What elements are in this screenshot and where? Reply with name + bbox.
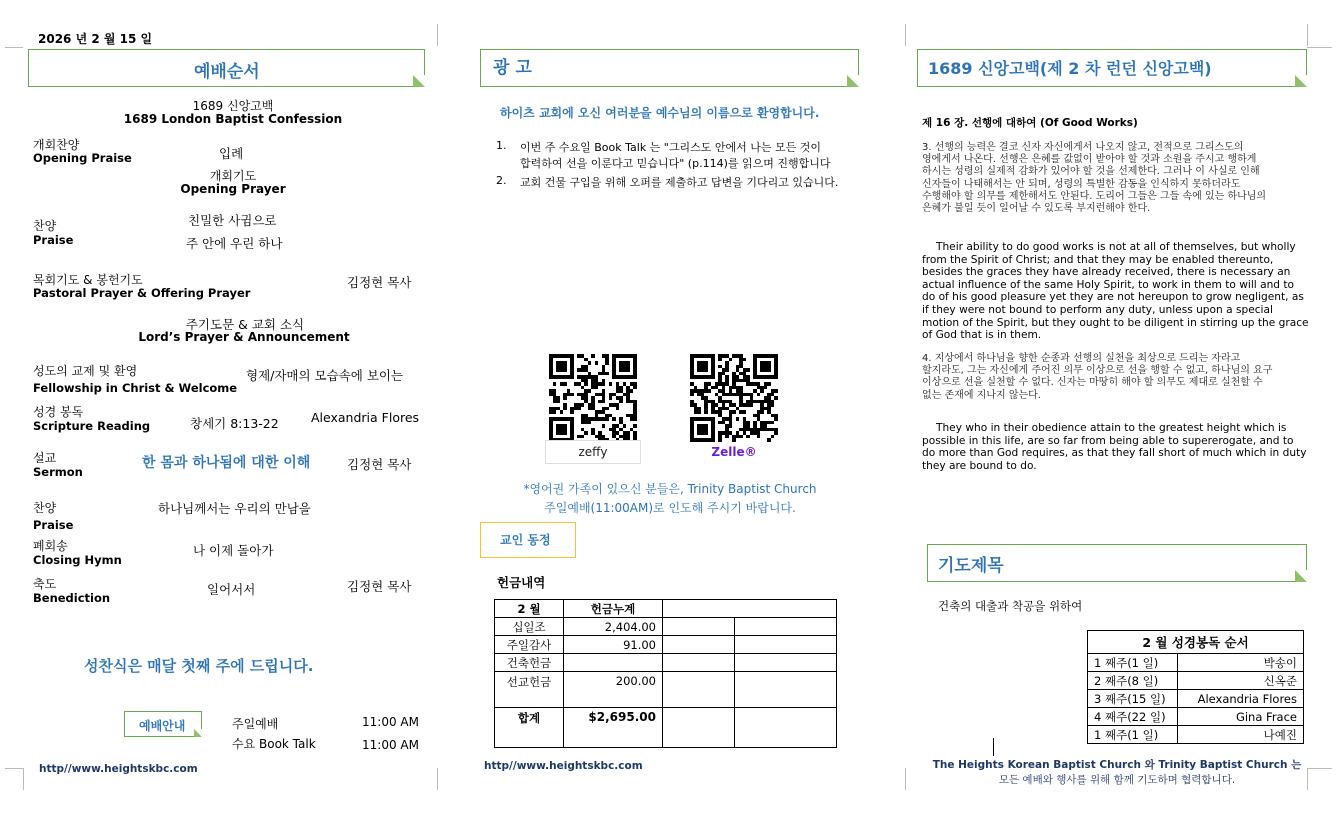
announcement-text: 이번 주 수요일 Book Talk 는 "그리스도 안에서 나는 모든 것이 bbox=[520, 141, 821, 154]
confession-en: 1689 London Baptist Confession bbox=[123, 112, 343, 126]
confession-line: if they were not bound to perform any duty, unless upon a special bbox=[922, 303, 1273, 316]
order-leader: 김정현 목사 bbox=[347, 275, 412, 290]
reading-name: Gina Frace bbox=[1178, 708, 1304, 726]
confession-line: besides the graces they have already received, there is necessary an bbox=[922, 266, 1291, 279]
reading-name: Alexandria Flores bbox=[1178, 690, 1304, 708]
offering-label: 건축헌금 bbox=[495, 654, 564, 672]
order-label-en: Closing Hymn bbox=[33, 553, 122, 567]
order-label-en: Sermon bbox=[33, 465, 83, 479]
order-content-en: Lord’s Prayer & Announcement bbox=[138, 330, 350, 344]
confession-line: 영에게서 나온다. 선행은 은혜를 값없이 받아야 할 것과 소원을 주시고 행하게 bbox=[922, 154, 1257, 166]
confession-line: of God that is in them. bbox=[922, 329, 1042, 342]
worship-info-name: 수요 Book Talk bbox=[232, 737, 316, 751]
chapter-heading: 제 16 장. 선행에 대하여 (Of Good Works) bbox=[922, 117, 1138, 129]
confession-line: do more than God requires, as that they fall short of much which in duty bbox=[922, 447, 1307, 460]
communion-notice: 성찬식은 매달 첫째 주에 드립니다. bbox=[84, 657, 314, 675]
reading-name: 신옥준 bbox=[1178, 672, 1304, 690]
offering-value bbox=[564, 654, 663, 672]
order-label-ko: 찬양 bbox=[33, 501, 57, 515]
order-content: 주 안에 우린 하나 bbox=[186, 236, 283, 251]
reading-week: 4 째주(22 일) bbox=[1088, 708, 1178, 726]
order-label-ko: 목회기도 & 봉헌기도 bbox=[33, 273, 143, 287]
offering-total-label: 합계 bbox=[495, 708, 564, 748]
offering-header: 2 월 bbox=[495, 600, 564, 618]
worship-order-title: 예배순서 bbox=[194, 62, 260, 82]
offering-total-value: $2,695.00 bbox=[564, 708, 663, 748]
paragraph-4-english bbox=[922, 422, 1307, 472]
order-label-en: Scripture Reading bbox=[33, 419, 151, 433]
announcement-number: 1. bbox=[496, 139, 507, 152]
zelle-label: Zelle® bbox=[711, 445, 757, 459]
confession-line: 은혜가 불일 듯이 일어날 수 있도록 부지런해야 한다. bbox=[922, 203, 1151, 215]
order-label-ko: 개회찬양 bbox=[33, 138, 80, 152]
reading-schedule-title: 2 월 성경봉독 순서 bbox=[1088, 631, 1304, 654]
order-content: 형제/자매의 모습속에 보이는 bbox=[246, 368, 404, 383]
offering-label: 선교헌금 bbox=[495, 672, 564, 708]
reading-schedule-table bbox=[1087, 630, 1304, 744]
confession-ko: 1689 신앙고백 bbox=[192, 99, 274, 113]
offering-header: 헌금누계 bbox=[564, 600, 663, 618]
english-family-note: *영어권 가족이 있으신 분들은, Trinity Baptist Church bbox=[523, 482, 817, 496]
member-news-label: 교인 동정 bbox=[500, 533, 551, 547]
announcement-title: 광 고 bbox=[493, 58, 532, 78]
offering-label: 주일감사 bbox=[495, 636, 564, 654]
paragraph-3-english bbox=[922, 241, 1309, 342]
offering-title: 헌금내역 bbox=[497, 575, 546, 590]
order-content: 친밀한 사귐으로 bbox=[188, 213, 277, 228]
order-label-ko: 성경 봉독 bbox=[33, 405, 84, 419]
order-content: 나 이제 돌아가 bbox=[193, 543, 274, 558]
confession-line: Their ability to do good works is not at all of themselves, but wholly bbox=[936, 241, 1296, 253]
order-content: 창세기 8:13-22 bbox=[190, 416, 279, 431]
confession-line: actual influence of the same Holy Spirit, to work in them to will and to bbox=[922, 278, 1295, 291]
confession-line: They who in their obedience attain to the greatest height which is bbox=[936, 422, 1287, 434]
order-label-ko: 설교 bbox=[33, 451, 57, 465]
order-leader: 김정현 목사 bbox=[347, 579, 412, 594]
partnership-footer: 모든 예배와 행사를 위해 함께 기도하며 협력합니다. bbox=[998, 774, 1236, 786]
confession-line: 3. 선행의 능력은 결코 신자 자신에게서 나오지 않고, 전적으로 그리스도의 bbox=[922, 142, 1244, 153]
reading-week: 3 째주(15 일) bbox=[1088, 690, 1178, 708]
partnership-footer: The Heights Korean Baptist Church 와 Trinity Baptist Church 는 bbox=[932, 759, 1302, 771]
bulletin-date: 2026 년 2 월 15 일 bbox=[38, 32, 153, 46]
zelle-qr-code[interactable] bbox=[686, 350, 782, 438]
offering-table bbox=[494, 599, 837, 748]
order-label-ko: 폐회송 bbox=[33, 539, 68, 553]
confession-line: motion of the Spirit, but they ought to be diligent in stirring up the grace bbox=[922, 316, 1309, 329]
order-label-ko: 축도 bbox=[33, 577, 57, 591]
announcement-text: 교회 건물 구입을 위해 오퍼를 제출하고 답변을 기다리고 있습니다. bbox=[520, 176, 839, 189]
order-content: 하나님께서는 우리의 만남을 bbox=[158, 501, 311, 516]
order-label-en: Pastoral Prayer & Offering Prayer bbox=[33, 286, 251, 300]
confession-line: 하시는 성령의 실제적 감화가 있어야 할 것을 선제한다. 그러나 이 사실로 인해 bbox=[922, 166, 1260, 178]
english-family-note: 주일예배(11:00AM)로 인도해 주시기 바랍니다. bbox=[544, 501, 796, 515]
paragraph-3-korean bbox=[922, 142, 1266, 215]
order-label-ko: 성도의 교제 및 환영 bbox=[33, 364, 138, 378]
order-label-en: Opening Praise bbox=[33, 151, 132, 165]
order-label-ko: 찬양 bbox=[33, 219, 57, 233]
reading-week: 1 째주(1 일) bbox=[1088, 726, 1178, 744]
reading-week: 1 째주(1 일) bbox=[1088, 654, 1178, 672]
offering-value: 2,404.00 bbox=[564, 618, 663, 636]
offering-value: 91.00 bbox=[564, 636, 663, 654]
church-url-link[interactable]: http//www.heightskbc.com bbox=[484, 760, 643, 772]
confession-line: 할지라도, 그는 자신에게 주어진 의무 이상으로 선을 행할 수 없고, 하나님의 요구 bbox=[922, 365, 1273, 377]
order-content-en: Opening Prayer bbox=[180, 182, 286, 196]
order-label-en: Fellowship in Christ & Welcome bbox=[33, 381, 238, 395]
prayer-title: 기도제목 bbox=[938, 556, 1004, 576]
welcome-message: 하이츠 교회에 오신 여러분을 예수님의 이름으로 환영합니다. bbox=[500, 106, 820, 120]
confession-line: 이상으로 선을 실천할 수 없다. 신자는 마땅히 해야 할 의무도 제대로 실천할 수 bbox=[922, 377, 1263, 389]
prayer-item: 건축의 대출과 착공을 위하여 bbox=[938, 599, 1083, 613]
worship-info-name: 주일예배 bbox=[232, 717, 279, 731]
zeffy-qr-code[interactable] bbox=[545, 350, 641, 438]
confession-line: 수행해야 할 의무를 제한해서도 안된다. 도리어 그들은 그들 속에 있는 하나님의 bbox=[922, 190, 1267, 202]
confession-line: 4. 지상에서 하나님을 향한 순종과 선행의 실천을 최상으로 드리는 자라고 bbox=[922, 353, 1241, 364]
zeffy-label: zeffy bbox=[578, 445, 608, 459]
worship-info-label: 예배안내 bbox=[139, 719, 186, 733]
order-label-en: Praise bbox=[33, 233, 74, 247]
order-label-en: Benediction bbox=[33, 591, 111, 605]
reading-name: 박송이 bbox=[1178, 654, 1304, 672]
sermon-title: 한 몸과 하나됨에 대한 이해 bbox=[142, 455, 311, 471]
reading-name: 나예진 bbox=[1178, 726, 1304, 744]
worship-info-time: 11:00 AM bbox=[362, 738, 419, 752]
order-label-en: Praise bbox=[33, 518, 74, 532]
church-url-link[interactable]: http//www.heightskbc.com bbox=[39, 763, 198, 775]
order-content: 일어서서 bbox=[207, 582, 256, 597]
announcement-text: 합력하여 선을 이룬다고 믿습니다" (p.114)를 읽으며 진행합니다 bbox=[520, 157, 831, 170]
confession-line: 신자들이 나태해서는 안 되며, 성령의 특별한 감동을 인식하지 못하더라도 bbox=[922, 178, 1241, 190]
order-leader: 김정현 목사 bbox=[347, 457, 412, 472]
reading-week: 2 째주(8 일) bbox=[1088, 672, 1178, 690]
order-leader: Alexandria Flores bbox=[311, 410, 420, 425]
worship-info-time: 11:00 AM bbox=[362, 715, 419, 729]
order-content: 주기도문 & 교회 소식 bbox=[185, 317, 305, 332]
confession-line: do of his good pleasure yet they are not hereupon to grow negligent, as bbox=[922, 291, 1304, 304]
confession-line: from the Spirit of Christ; and that they may be enabled thereunto, bbox=[922, 253, 1274, 266]
announcement-number: 2. bbox=[496, 174, 507, 187]
announcement-header bbox=[480, 49, 859, 87]
confession-section-title: 1689 신앙고백(제 2 차 런던 신앙고백) bbox=[928, 59, 1212, 78]
confession-line: they are bound to do. bbox=[922, 459, 1037, 472]
paragraph-4-korean bbox=[922, 353, 1272, 402]
offering-label: 십일조 bbox=[495, 618, 564, 636]
offering-value: 200.00 bbox=[564, 672, 663, 708]
order-content: 입례 bbox=[219, 146, 244, 161]
confession-line: possible in this life, are so far from being able to supererogate, and to bbox=[922, 434, 1294, 447]
order-content: 개회기도 bbox=[209, 169, 257, 183]
confession-line: 없는 존재에 지나지 않는다. bbox=[922, 389, 1041, 401]
